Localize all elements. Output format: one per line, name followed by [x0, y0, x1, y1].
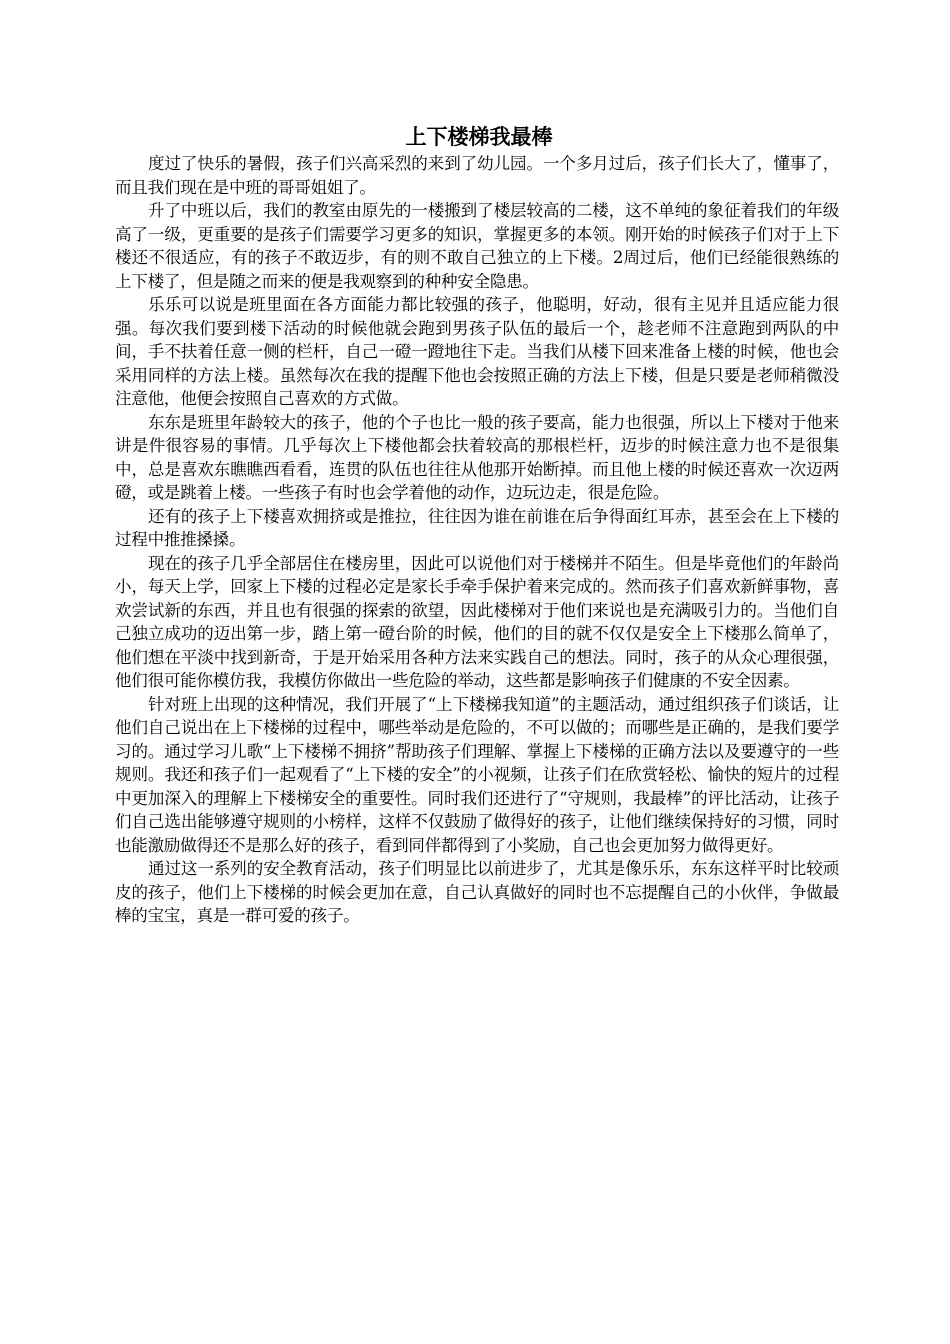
paragraph-1: 度过了快乐的暑假，孩子们兴高采烈的来到了幼儿园。一个多月过后，孩子们长大了，懂事了，而且我们现在是中班的哥哥姐姐了。: [115, 154, 839, 197]
paragraph-6: 现在的孩子几乎全部居住在楼房里，因此可以说他们对于楼梯并不陌生。但是毕竟他们的年龄尚小，每天上学，回家上下楼的过程必定是家长手牵手保护着来完成的。然而孩子们喜欢新鲜事物，喜欢尝试新的东西，并且也有很强的探索的欲望，因此楼梯对于他们来说也是充满吸引力的。当他们自己独立成功的迈出第一步，踏上第一磴台阶的时候，他们的目的就不仅仅是安全上下楼那么简单了，他们想在平淡中找到新奇，于是开始采用各种方法来实践自己的想法。同时，孩子的从众心理很强，他们很可能你模仿我，我模仿你做出一些危险的举动，这些都是影响孩子们健康的不安全因素。: [115, 553, 839, 690]
paragraph-5: 还有的孩子上下楼喜欢拥挤或是推拉，往往因为谁在前谁在后争得面红耳赤，甚至会在上下楼的过程中推推搡搡。: [115, 506, 839, 549]
paragraph-3: 乐乐可以说是班里面在各方面能力都比较强的孩子，他聪明，好动，很有主见并且适应能力很强。每次我们要到楼下活动的时候他就会跑到男孩子队伍的最后一个，趁老师不注意跑到两队的中间，手不扶着任意一侧的栏杆，自己一磴一蹬地往下走。当我们从楼下回来准备上楼的时候，他也会采用同样的方法上楼。虽然每次在我的提醒下他也会按照正确的方法上下楼，但是只要是老师稍微没注意他，他便会按照自己喜欢的方式做。: [115, 295, 839, 408]
paragraph-7: 针对班上出现的这种情况，我们开展了“上下楼梯我知道”的主题活动，通过组织孩子们谈话，让他们自己说出在上下楼梯的过程中，哪些举动是危险的，不可以做的；而哪些是正确的，是我们要学习的。通过学习儿歌“上下楼梯不拥挤”帮助孩子们理解、掌握上下楼梯的正确方法以及要遵守的一些规则。我还和孩子们一起观看了“上下楼的安全”的小视频，让孩子们在欣赏轻松、愉快的短片的过程中更加深入的理解上下楼梯安全的重要性。同时我们还进行了“守规则，我最棒”的评比活动，让孩子们自己选出能够遵守规则的小榜样，这样不仅鼓励了做得好的孩子，让他们继续保持好的习惯，同时也能激励做得还不是那么好的孩子，看到同伴都得到了小奖励，自己也会更加努力做得更好。: [115, 694, 839, 855]
document-title: 上下楼梯我最棒: [405, 124, 553, 149]
paragraph-8: 通过这一系列的安全教育活动，孩子们明显比以前进步了，尤其是像乐乐，东东这样平时比较顽皮的孩子，他们上下楼梯的时候会更加在意，自己认真做好的同时也不忘提醒自己的小伙伴，争做最棒的宝宝，真是一群可爱的孩子。: [115, 859, 839, 925]
paragraph-4: 东东是班里年龄较大的孩子，他的个子也比一般的孩子要高，能力也很强，所以上下楼对于他来讲是件很容易的事情。几乎每次上下楼他都会扶着较高的那根栏杆，迈步的时候注意力也不是很集中，总是喜欢东瞧瞧西看看，连贯的队伍也往往从他那开始断掉。而且他上楼的时候还喜欢一次迈两磴，或是跳着上楼。一些孩子有时也会学着他的动作，边玩边走，很是危险。: [115, 412, 839, 502]
document-page: [115, 124, 839, 928]
paragraph-2: 升了中班以后，我们的教室由原先的一楼搬到了楼层较高的二楼，这不单纯的象征着我们的年级高了一级，更重要的是孩子们需要学习更多的知识，掌握更多的本领。刚开始的时候孩子们对于上下楼还不很适应，有的孩子不敢迈步，有的则不敢自己独立的上下楼。2周过后，他们已经能很熟练的上下楼了，但是随之而来的便是我观察到的种种安全隐患。: [115, 201, 839, 291]
